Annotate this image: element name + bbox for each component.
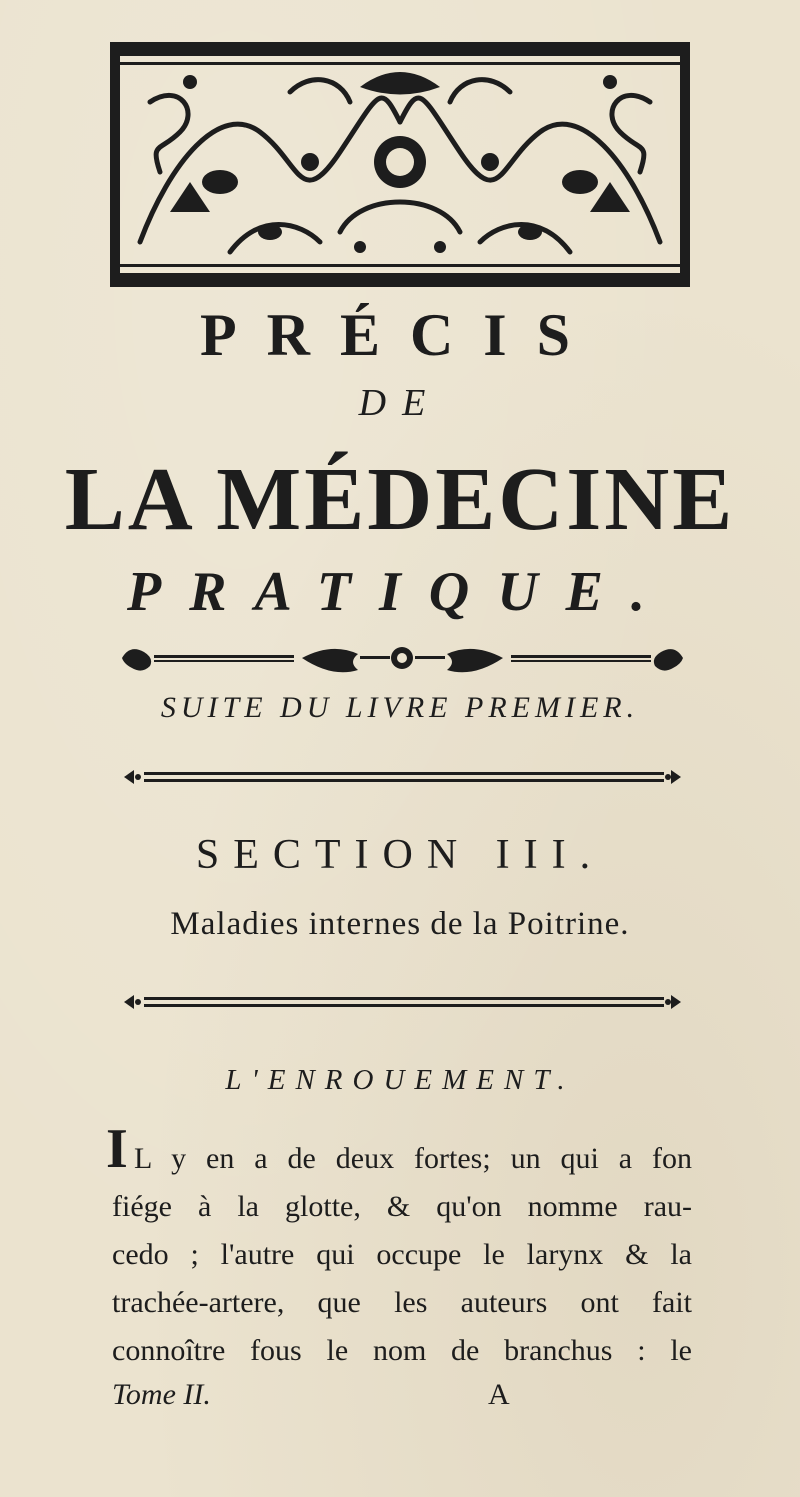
volume-label: Tome II.	[112, 1378, 211, 1411]
double-rule-lower	[120, 987, 685, 1017]
section-subheading: Maladies internes de la Poitrine.	[170, 906, 630, 942]
signature-mark: A	[488, 1378, 510, 1411]
title-line-pratique: PRATIQUE.	[126, 561, 674, 623]
body-paragraph	[106, 1118, 692, 1375]
ornamental-rule-top	[120, 643, 685, 673]
body-line: connoître fous le nom de branchus : le	[112, 1334, 692, 1367]
double-rule-upper	[120, 762, 685, 792]
ornamental-headpiece	[110, 42, 690, 287]
body-first-line-text: L y en a de deux fortes; un qui a fon	[134, 1142, 692, 1175]
title-line-de: DE	[358, 382, 442, 424]
body-first-line	[106, 1118, 692, 1183]
section-heading: SECTION III.	[195, 832, 605, 878]
title-line-medecine: LA MÉDECINE	[64, 450, 736, 549]
drop-cap: I	[106, 1118, 128, 1180]
body-line: trachée-artere, que les auteurs ont fait	[112, 1286, 692, 1319]
body-line: fiége à la glotte, & qu'on nomme rau-	[112, 1190, 692, 1223]
body-line: cedo ; l'autre qui occupe le larynx & la	[112, 1238, 692, 1271]
title-line-precis: PRÉCIS	[199, 302, 601, 368]
subtitle-suite: SUITE DU LIVRE PREMIER.	[160, 691, 640, 724]
page-footer	[112, 1375, 692, 1415]
chapter-heading: L'ENROUEMENT.	[225, 1064, 575, 1096]
